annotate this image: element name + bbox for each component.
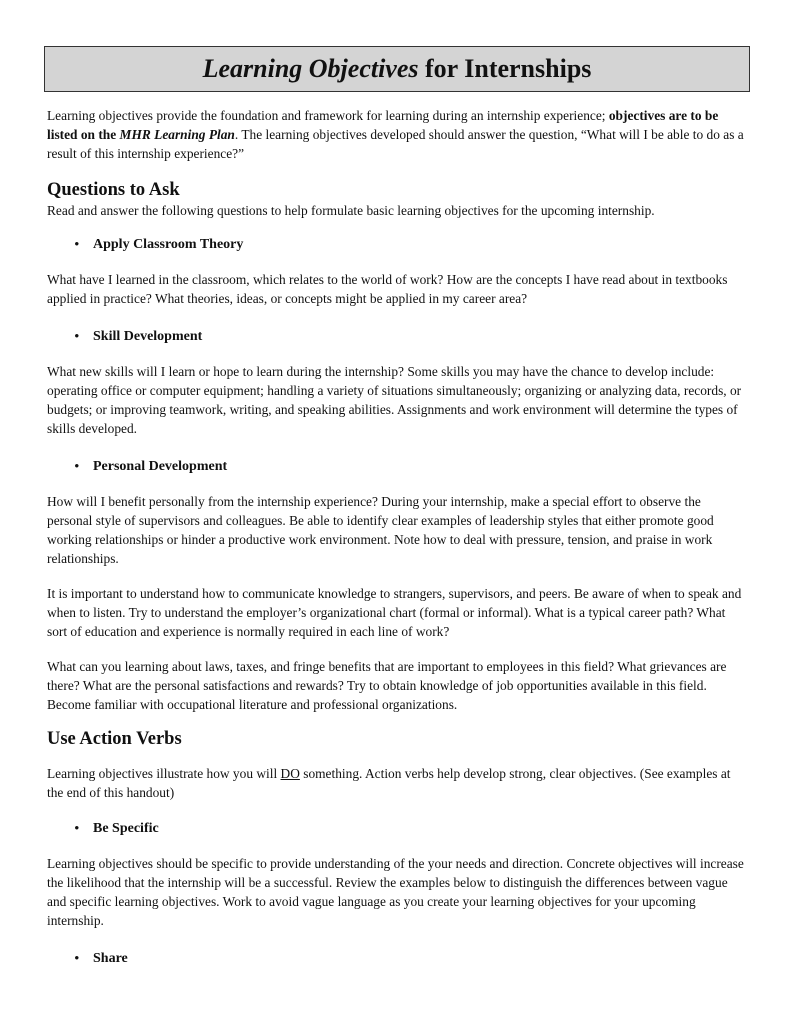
action-verbs-text bbox=[47, 764, 747, 802]
document-body bbox=[47, 106, 747, 984]
bullet-label: Apply Classroom Theory bbox=[93, 237, 244, 252]
skill-development-text: What new skills will I learn or hope to learn during the internship? Some skills you may have the chance to develop include: operating office or computer equipment; handling a variety of situations simultaneously; organizing or analyzing data, records, or budgets; or improving teamwork, writing, and speaking abilities. Assignments and work environment will determine the types of skills developed. bbox=[47, 364, 742, 436]
bullet-share bbox=[47, 948, 747, 968]
bullet-label: Share bbox=[93, 951, 128, 966]
bullet-skill-development bbox=[47, 326, 747, 346]
bullet-apply-theory bbox=[47, 234, 747, 254]
apply-theory-text: What have I learned in the classroom, which relates to the world of work? How are the concepts I have read about in textbooks applied in practice? What theories, ideas, or concepts might be applied in my career area? bbox=[47, 272, 728, 306]
title-rest: for Internships bbox=[425, 54, 592, 83]
verbs-underlined: DO bbox=[280, 766, 300, 781]
verbs-text-2: something. Action verbs help develop strong, clear objectives. (See examples at the end of this handout) bbox=[47, 766, 731, 800]
page-title bbox=[203, 56, 592, 82]
bullet-label: Personal Development bbox=[93, 459, 228, 474]
personal-development-text-1: How will I benefit personally from the internship experience? During your internship, make a special effort to observe the personal style of supervisors and colleagues. Be able to identify clear examples of leadership styles that either promote good working relationships or hinder a productive work environment. Note how to deal with pressure, tension, and praise in work relationships. bbox=[47, 494, 714, 566]
bullet-label: Skill Development bbox=[93, 329, 203, 344]
intro-plan-name: MHR Learning Plan bbox=[119, 127, 235, 142]
bullet-be-specific bbox=[47, 818, 747, 838]
verbs-text-1: Learning objectives illustrate how you will bbox=[47, 766, 281, 781]
personal-development-text-3: What can you learning about laws, taxes, and fringe benefits that are important to employees in this field? What grievances are there? What are the personal satisfactions and rewards? Try to obtain knowledge of job opportunities available in this field. Become familiar with occupational literature and professional organizations. bbox=[47, 659, 727, 712]
bullet-dot: • bbox=[74, 236, 79, 251]
bullet-dot: • bbox=[74, 458, 79, 473]
bullet-personal-development bbox=[47, 456, 747, 476]
be-specific-text: Learning objectives should be specific to provide understanding of the your needs and direction. Concrete objectives will increase the likelihood that the internship will be a successful. Review the examples below to distinguish the differences between vague and specific learning objectives. Work to avoid vague language as you create your learning objectives for your upcoming internship. bbox=[47, 856, 744, 928]
intro-paragraph bbox=[47, 106, 747, 163]
personal-development-text-2: It is important to understand how to communicate knowledge to strangers, supervisors, and peers. Be aware of when to speak and when to listen. Try to understand the employer’s organizational chart (formal or informal). What is a typical career path? What sort of education and experience is normally required in each line of work? bbox=[47, 586, 742, 639]
intro-bold: objectives are to be listed on the bbox=[47, 108, 719, 142]
title-italic: Learning Objectives bbox=[202, 54, 419, 83]
bullet-dot: • bbox=[74, 328, 79, 343]
intro-text-1: Learning objectives provide the foundation and framework for learning during an internship experience; bbox=[47, 108, 609, 123]
questions-heading: Questions to Ask bbox=[47, 180, 180, 200]
questions-intro: Read and answer the following questions to help formulate basic learning objectives for the upcoming internship. bbox=[47, 203, 655, 218]
bullet-dot: • bbox=[74, 820, 79, 835]
bullet-label: Be Specific bbox=[93, 821, 159, 836]
action-verbs-heading: Use Action Verbs bbox=[47, 729, 182, 749]
bullet-dot: • bbox=[74, 950, 79, 965]
intro-text-2: . The learning objectives developed should answer the question, “What will I be able to do as a result of this internship experience?” bbox=[47, 127, 744, 161]
title-box bbox=[44, 46, 750, 92]
